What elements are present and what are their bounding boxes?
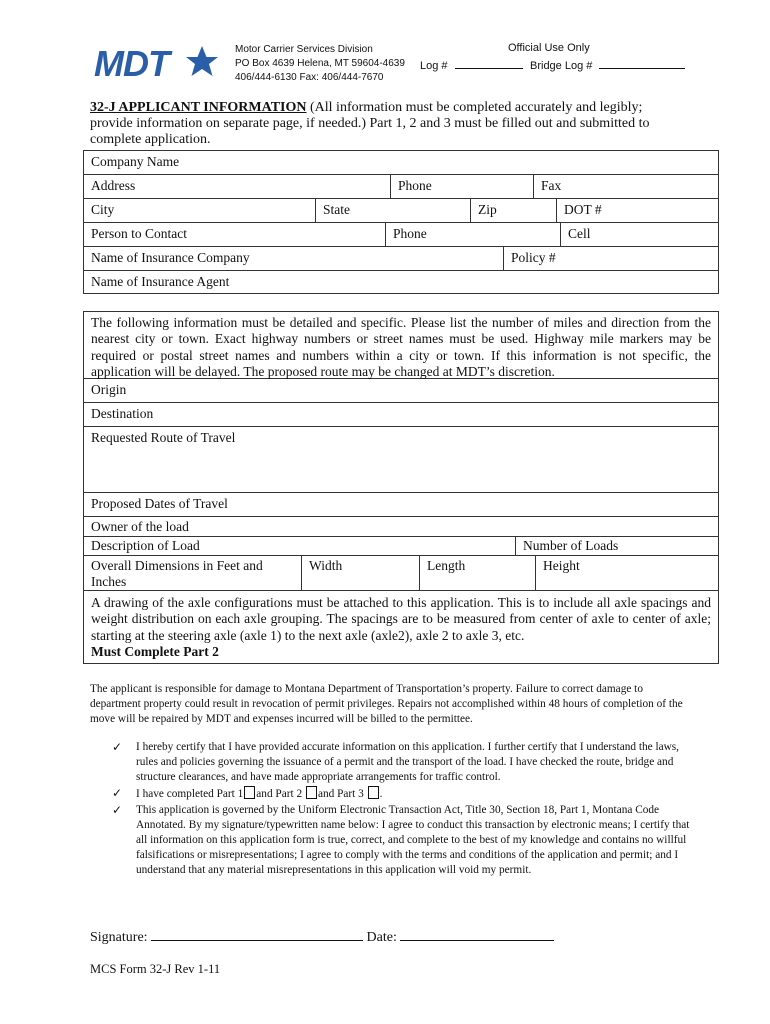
row-requested-route bbox=[84, 427, 718, 493]
checkmark-icon: ✓ bbox=[112, 740, 123, 754]
date-input[interactable] bbox=[400, 928, 554, 941]
applicant-info-table bbox=[83, 150, 719, 294]
section-title bbox=[90, 100, 730, 148]
zip-field[interactable] bbox=[470, 199, 556, 222]
policy-label: Policy # bbox=[511, 250, 556, 265]
title-instruction-1: (All information must be completed accurately and legibly; bbox=[306, 100, 643, 115]
insurance-agent-field[interactable] bbox=[84, 271, 718, 293]
row-insurance-agent bbox=[84, 271, 718, 293]
part-1-label: I have completed Part 1 bbox=[136, 788, 244, 800]
part-2-label: and Part 2 bbox=[256, 788, 303, 800]
state-field[interactable] bbox=[315, 199, 470, 222]
row-description bbox=[84, 537, 718, 556]
origin-label: Origin bbox=[91, 382, 127, 397]
date-label: Date: bbox=[366, 930, 397, 945]
contact-phone-field[interactable] bbox=[385, 223, 560, 246]
destination-field[interactable] bbox=[84, 403, 718, 426]
row-origin bbox=[84, 379, 718, 403]
origin-field[interactable] bbox=[84, 379, 718, 402]
certifications-list bbox=[112, 740, 692, 879]
form-number: MCS Form 32-J Rev 1-11 bbox=[90, 962, 221, 976]
mdt-logo bbox=[92, 42, 220, 82]
number-of-loads-field[interactable] bbox=[515, 537, 718, 555]
division-phone-fax: 406/444-6130 Fax: 406/444-7670 bbox=[235, 72, 384, 83]
length-label: Length bbox=[427, 558, 466, 573]
proposed-dates-label: Proposed Dates of Travel bbox=[91, 496, 228, 511]
company-name-field[interactable] bbox=[84, 151, 718, 174]
title-instruction-3: complete application. bbox=[90, 132, 211, 147]
contact-label: Person to Contact bbox=[91, 226, 187, 241]
row-company bbox=[84, 151, 718, 175]
dot-label: DOT # bbox=[564, 202, 602, 217]
dimensions-label: Overall Dimensions in Feet and Inches bbox=[91, 558, 263, 589]
axle-text: A drawing of the axle configurations must be attached to this application. This is to include all axle spacings and weight distribution on each axle grouping. The spacings are to be measured from center of axle to center of axle; starting at the steering axle (axle 1) to the next axle (axle2), axle 2 to axle 3, etc. bbox=[91, 595, 711, 643]
route-instructions: The following information must be detailed and specific. Please list the number of miles and direction from the nearest city or town. Exact highway numbers or street names must be used. Highway mile markers may be required or postal street names and numbers within a city or town. If this information is not specific, the application will be delayed. The proposed route may be changed at MDT’s discretion. bbox=[91, 315, 711, 380]
city-label: City bbox=[91, 202, 115, 217]
log-label: Log # bbox=[420, 60, 448, 72]
row-address bbox=[84, 175, 718, 199]
section-heading: 32-J APPLICANT INFORMATION bbox=[90, 100, 307, 115]
division-name: Motor Carrier Services Division bbox=[235, 44, 373, 55]
number-of-loads-label: Number of Loads bbox=[523, 538, 619, 553]
policy-field[interactable] bbox=[503, 247, 718, 270]
insurance-company-label: Name of Insurance Company bbox=[91, 250, 250, 265]
checkmark-icon: ✓ bbox=[112, 786, 123, 800]
length-field[interactable] bbox=[419, 556, 535, 590]
phone-field[interactable] bbox=[390, 175, 533, 198]
signature-line bbox=[90, 928, 554, 946]
height-field[interactable] bbox=[535, 556, 718, 590]
dot-field[interactable] bbox=[556, 199, 718, 222]
official-use-label: Official Use Only bbox=[508, 42, 590, 54]
certification-item bbox=[112, 786, 692, 802]
description-label: Description of Load bbox=[91, 538, 200, 553]
fax-label: Fax bbox=[541, 178, 562, 193]
must-complete-part-2: Must Complete Part 2 bbox=[91, 644, 219, 660]
bridge-log-field bbox=[530, 59, 685, 72]
row-route-instructions bbox=[84, 312, 718, 379]
certification-text-1: I hereby certify that I have provided accurate information on this application. I further certify that I understand the laws, rules and policies governing the issuance of a permit and the transport of the load. I have checked the route, bridge and structure clearances, and have made appropriate arrangements for traffic control. bbox=[136, 741, 679, 783]
bridge-log-label: Bridge Log # bbox=[530, 60, 593, 72]
cell-label: Cell bbox=[568, 226, 591, 241]
phone-label: Phone bbox=[398, 178, 432, 193]
row-contact bbox=[84, 223, 718, 247]
route-info-table bbox=[83, 311, 719, 664]
height-label: Height bbox=[543, 558, 580, 573]
insurance-agent-label: Name of Insurance Agent bbox=[91, 274, 230, 289]
division-po-box: PO Box 4639 Helena, MT 59604-4639 bbox=[235, 58, 405, 69]
checkmark-icon: ✓ bbox=[112, 803, 123, 817]
state-label: State bbox=[323, 202, 350, 217]
owner-label: Owner of the load bbox=[91, 519, 189, 534]
part-3-checkbox[interactable] bbox=[368, 786, 379, 799]
contact-field[interactable] bbox=[84, 223, 385, 246]
row-dimensions bbox=[84, 556, 718, 591]
width-field[interactable] bbox=[301, 556, 419, 590]
address-field[interactable] bbox=[84, 175, 390, 198]
row-axle bbox=[84, 591, 718, 663]
fax-field[interactable] bbox=[533, 175, 718, 198]
certification-item bbox=[112, 803, 692, 878]
log-field bbox=[420, 59, 523, 72]
part-3-label: and Part 3 bbox=[317, 788, 364, 800]
division-address bbox=[235, 43, 405, 85]
signature-input[interactable] bbox=[151, 928, 363, 941]
description-field[interactable] bbox=[84, 537, 515, 555]
contact-phone-label: Phone bbox=[393, 226, 427, 241]
certification-text-3: This application is governed by the Uniform Electronic Transaction Act, Title 30, Section 18, Part 1, Montana Code Annotated. By my signature/typewritten name below: I agree to conduct this transaction by electronic means; I certify that all information on this application form is true, correct, and complete to the best of my knowledge and contains no willful falsifications or misrepresentations; I agree to comply with the terms and conditions of the application and permit; and I understand that any material misrepresentations in this application will void my permit. bbox=[136, 804, 690, 876]
insurance-company-field[interactable] bbox=[84, 247, 503, 270]
city-field[interactable] bbox=[84, 199, 315, 222]
row-destination bbox=[84, 403, 718, 427]
responsibility-notice: The applicant is responsible for damage to Montana Department of Transportation’s property. Failure to correct damage to department property could result in revocation of permit privileges. Repairs not accomplished within 48 hours of completion of the move will be repaired by MDT and expenses incurred will be billed to the permittee. bbox=[90, 683, 683, 725]
row-proposed-dates bbox=[84, 493, 718, 517]
part-period: . bbox=[379, 788, 383, 800]
log-input[interactable] bbox=[455, 59, 523, 69]
star-icon bbox=[186, 46, 218, 76]
destination-label: Destination bbox=[91, 406, 154, 421]
dimensions-field[interactable] bbox=[84, 556, 301, 590]
axle-instructions bbox=[84, 591, 718, 661]
cell-field[interactable] bbox=[560, 223, 718, 246]
logo-text: MDT bbox=[94, 43, 169, 82]
requested-route-field[interactable] bbox=[84, 427, 718, 492]
part-2-checkbox[interactable] bbox=[306, 786, 317, 799]
row-insurance-company bbox=[84, 247, 718, 271]
width-label: Width bbox=[309, 558, 343, 573]
certification-item bbox=[112, 740, 692, 785]
row-city bbox=[84, 199, 718, 223]
company-name-label: Company Name bbox=[91, 154, 180, 169]
row-owner bbox=[84, 517, 718, 537]
zip-label: Zip bbox=[478, 202, 497, 217]
requested-route-label: Requested Route of Travel bbox=[91, 430, 236, 445]
title-instruction-2: provide information on separate page, if needed.) Part 1, 2 and 3 must be filled out and submitted to bbox=[90, 116, 650, 131]
owner-field[interactable] bbox=[84, 517, 718, 536]
signature-label: Signature: bbox=[90, 930, 148, 945]
part-1-checkbox[interactable] bbox=[244, 786, 255, 799]
bridge-log-input[interactable] bbox=[599, 59, 685, 69]
proposed-dates-field[interactable] bbox=[84, 493, 718, 516]
address-label: Address bbox=[91, 178, 136, 193]
